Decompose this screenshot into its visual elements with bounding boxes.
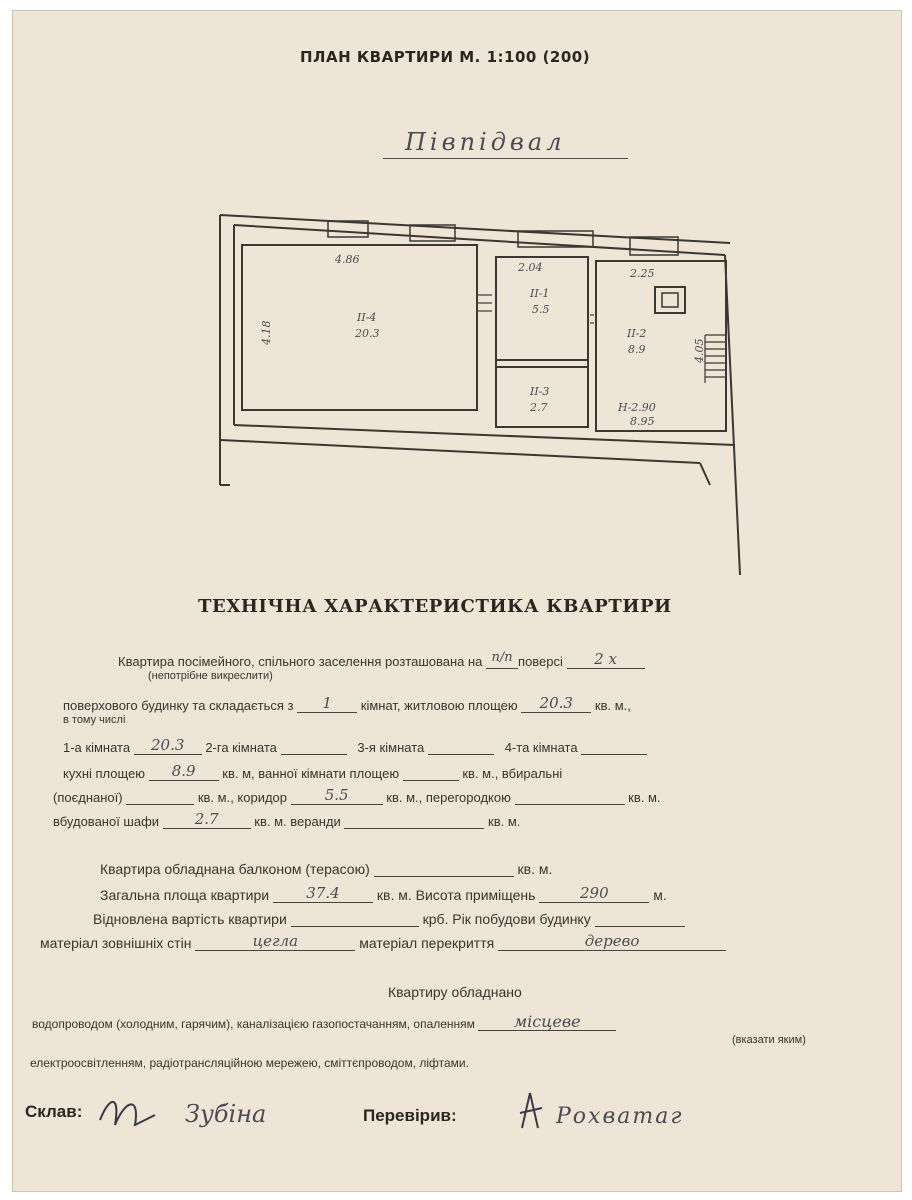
- living-area-field: 20.3: [521, 694, 591, 713]
- room3-label: 3-я кімната: [357, 740, 425, 755]
- row-room-list: [63, 736, 647, 755]
- veranda-unit: кв. м.: [488, 814, 521, 829]
- document-title: ПЛАН КВАРТИРИ М. 1:100 (200): [300, 48, 591, 66]
- checked-signature: [510, 1088, 550, 1138]
- height-sub: 8.95: [630, 415, 655, 428]
- row-balcony: [100, 858, 552, 877]
- rooms-text: поверхового будинку та складається з: [63, 698, 294, 713]
- room1-field: 20.3: [134, 736, 202, 755]
- row-location: [118, 650, 645, 669]
- walls-field: цегла: [195, 932, 355, 951]
- room-mid-top-code: II-1: [530, 287, 550, 300]
- room-right-code: II-2: [627, 327, 647, 340]
- row-rooms: [63, 694, 631, 713]
- strike-note: (непотрібне викреслити): [148, 670, 273, 682]
- utilities-text: водопроводом (холодним, гарячим), каналізацією газопостачанням, опаленням: [32, 1017, 475, 1031]
- heating-field: місцеве: [478, 1012, 616, 1031]
- balcony-field: [374, 858, 514, 877]
- room2-label: 2-га кімната: [205, 740, 277, 755]
- dim-left: 4.18: [260, 320, 273, 345]
- kitchen-field: 8.9: [149, 762, 219, 781]
- total-field: 37.4: [273, 884, 373, 903]
- room-right-area: 8.9: [628, 343, 646, 356]
- including-label: в тому числі: [63, 714, 126, 726]
- room-mid-top-area: 5.5: [532, 303, 550, 316]
- balcony-unit: кв. м.: [517, 861, 553, 877]
- section-title: ТЕХНІЧНА ХАРАКТЕРИСТИКА КВАРТИРИ: [198, 596, 672, 617]
- floor-plan: [200, 185, 760, 585]
- room4-label: 4-та кімната: [504, 740, 578, 755]
- corridor-label: кв. м., коридор: [197, 790, 288, 805]
- partition-unit: кв. м.: [628, 790, 661, 805]
- row-wardrobe: [53, 810, 520, 829]
- corridor-field: 5.5: [291, 786, 383, 805]
- location-text: Квартира посімейного, спільного заселення розташована на: [118, 654, 483, 669]
- room1-label: 1-а кімната: [63, 740, 131, 755]
- row-utilities: [32, 1012, 616, 1031]
- row-kitchen: [63, 762, 562, 781]
- row-cost: [93, 908, 685, 927]
- ceiling-label: матеріал перекриття: [359, 935, 495, 951]
- height-label: кв. м. Висота приміщень: [376, 887, 536, 903]
- stove: [655, 287, 685, 313]
- room2-field: [281, 736, 347, 755]
- room-mid-bottom-area: 2.7: [530, 401, 548, 414]
- bath-label: кв. м, ванної кімнати площею: [222, 766, 400, 781]
- kitchen-label: кухні площею: [63, 766, 146, 781]
- row-total: [100, 884, 667, 903]
- room-big-area: 20.3: [355, 327, 380, 340]
- cost-label: Відновлена вартість квартири: [93, 911, 287, 927]
- dim-top-left: 4.86: [335, 253, 360, 266]
- composed-label: Склав:: [25, 1102, 83, 1121]
- stairs: [705, 335, 725, 383]
- composed-signature: [95, 1090, 165, 1135]
- bath-field: [403, 762, 459, 781]
- walls-label: матеріал зовнішніх стін: [40, 935, 192, 951]
- veranda-label: кв. м. веранди: [254, 814, 341, 829]
- utilities-line2: електроосвітленням, радіотрансляційною мережею, сміттєпроводом, ліфтами.: [30, 1056, 469, 1070]
- balcony-label: Квартира обладнана балконом (терасою): [100, 861, 370, 877]
- wardrobe-label: вбудованої шафи: [53, 814, 160, 829]
- plan-wall-right2: [700, 463, 710, 485]
- rooms-count-field: 1: [297, 694, 357, 713]
- year-field: [595, 908, 685, 927]
- floors-total-field: 2 х: [567, 650, 645, 669]
- plan-wall-right: [725, 255, 740, 575]
- toilet-label: кв. м., вбиральні: [462, 766, 563, 781]
- row-materials: [40, 932, 726, 951]
- living-area-unit: кв. м.,: [594, 698, 631, 713]
- composed-name: Зубіна: [185, 1100, 267, 1128]
- dim-right: 4.05: [693, 338, 706, 363]
- equipped-title: Квартиру обладнано: [388, 984, 522, 1000]
- combined-label: (поєднаної): [53, 790, 123, 805]
- height-unit: м.: [653, 887, 667, 903]
- room-mid-bottom-code: II-3: [530, 385, 550, 398]
- floor-underline: [383, 158, 628, 159]
- floor-suffix: поверсі: [518, 654, 563, 669]
- wardrobe-field: 2.7: [163, 810, 251, 829]
- veranda-field: [344, 810, 484, 829]
- checked-name: Рохватаг: [556, 1104, 684, 1129]
- floor-handwritten: Півпідвал: [405, 128, 566, 156]
- partition-field: [515, 786, 625, 805]
- total-label: Загальна площа квартири: [100, 887, 270, 903]
- partition-label: кв. м., перегородкою: [386, 790, 511, 805]
- room-big-code: II-4: [357, 311, 377, 324]
- dim-top-right: 2.25: [630, 267, 655, 280]
- cost-field: [291, 908, 419, 927]
- cost-unit: крб. Рік побудови будинку: [422, 911, 591, 927]
- dim-top-mid: 2.04: [518, 261, 543, 274]
- room3-field: [428, 736, 494, 755]
- height-field: 290: [539, 884, 649, 903]
- row-corridor: [53, 786, 661, 805]
- room4-field: [581, 736, 647, 755]
- plan-wall-bottom-outer: [220, 440, 700, 463]
- checked-label: Перевірив:: [363, 1106, 457, 1125]
- plan-wall-bottom: [234, 425, 735, 445]
- height-note: H-2.90: [618, 401, 656, 414]
- floor-field: п/п: [486, 650, 518, 669]
- ceiling-field: дерево: [498, 932, 726, 951]
- combined-field: [126, 786, 194, 805]
- living-area-label: кімнат, житловою площею: [360, 698, 518, 713]
- heating-note: (вказати яким): [732, 1034, 806, 1046]
